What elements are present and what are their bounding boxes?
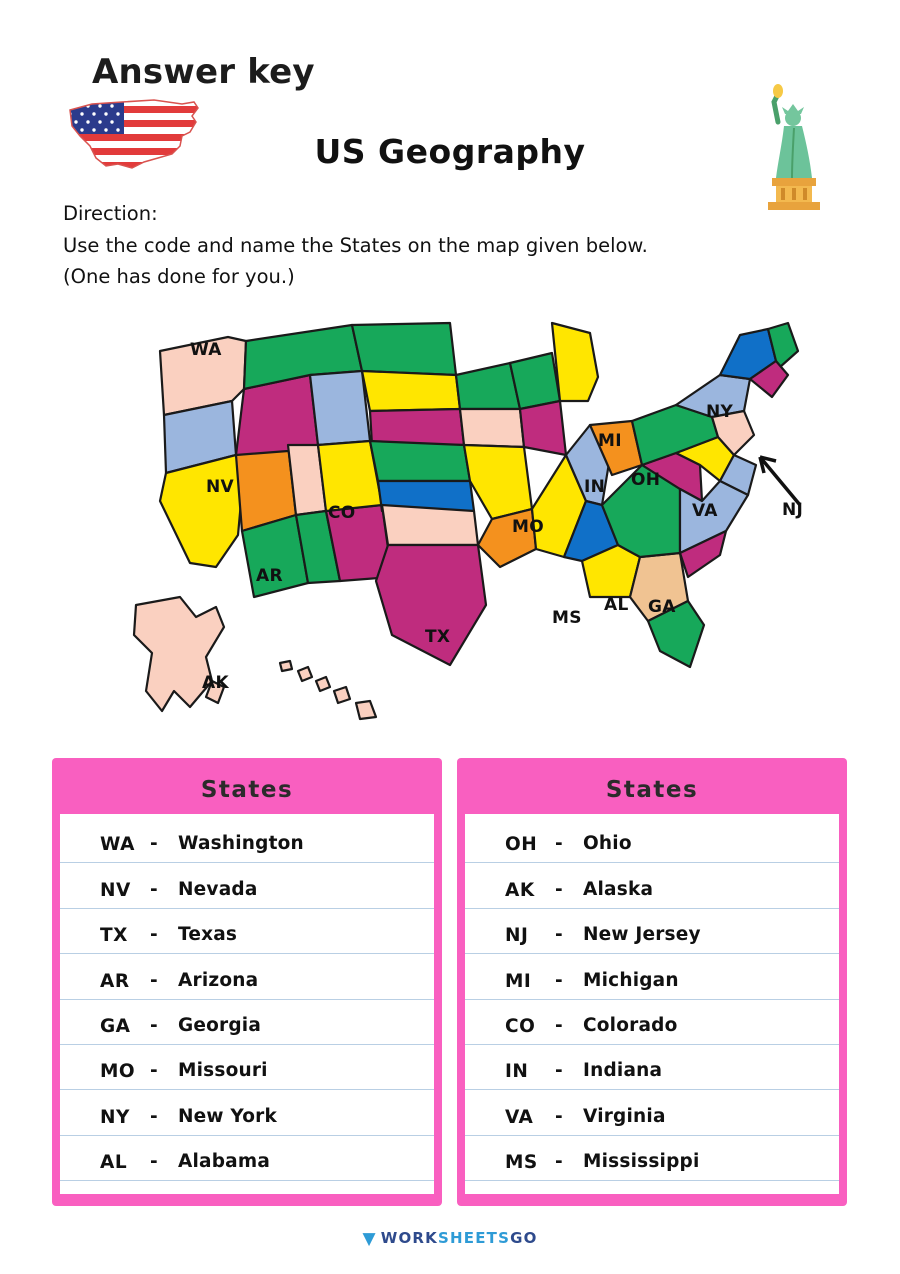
map-label-nj: NJ	[782, 500, 804, 520]
state-name: Virginia	[583, 1105, 666, 1127]
list-item	[60, 1090, 434, 1135]
us-map	[120, 305, 860, 755]
map-label-nv: NV	[206, 477, 234, 497]
state-name: Georgia	[178, 1014, 262, 1036]
statue-of-liberty-icon	[738, 82, 848, 217]
state-name: New Jersey	[583, 924, 701, 946]
state-abbr: NY	[100, 1106, 130, 1128]
state-abbr: VA	[505, 1106, 534, 1128]
state-ok	[382, 505, 478, 545]
direction-line-1: Use the code and name the States on the map given below.	[63, 233, 648, 257]
state-ia	[460, 409, 524, 447]
state-sd	[370, 409, 464, 445]
state-abbr: NJ	[505, 925, 529, 947]
worksheetsgo-logo-icon: ▼	[362, 1229, 377, 1249]
list-item	[60, 954, 434, 999]
map-label-ms: MS	[552, 608, 582, 628]
footer-text-sheets: SHEETS	[438, 1229, 511, 1247]
state-name: Mississippi	[583, 1151, 700, 1173]
worksheet-title: US Geography	[314, 132, 586, 171]
list-item-empty	[60, 1181, 434, 1194]
state-abbr: WA	[100, 834, 135, 856]
dash: -	[150, 1060, 158, 1082]
map-label-wa: WA	[190, 340, 222, 360]
answer-box-left-title: States	[200, 777, 294, 803]
state-abbr: CO	[505, 1015, 536, 1037]
map-label-ak: AK	[202, 673, 229, 693]
list-item-empty	[465, 1181, 839, 1194]
list-item	[465, 954, 839, 999]
state-ne	[370, 441, 470, 481]
answer-box-right-list	[465, 814, 839, 1194]
state-name: Missouri	[178, 1060, 268, 1082]
state-abbr: IN	[505, 1061, 529, 1083]
map-label-al: AL	[604, 595, 629, 615]
list-item	[465, 1000, 839, 1045]
list-item	[465, 1136, 839, 1181]
list-item	[60, 818, 434, 863]
dash: -	[150, 1151, 158, 1173]
list-item	[465, 1090, 839, 1135]
list-item	[465, 909, 839, 954]
map-label-mi: MI	[598, 431, 622, 451]
state-name: Arizona	[178, 969, 259, 991]
dash: -	[555, 1014, 563, 1036]
map-label-ga: GA	[648, 597, 676, 617]
state-mi	[552, 323, 598, 401]
map-label-ar: AR	[256, 566, 283, 586]
state-wi	[510, 353, 560, 409]
state-name: New York	[178, 1105, 277, 1127]
answer-box-left	[52, 758, 442, 1206]
map-label-va: VA	[692, 501, 718, 521]
direction-line-2: (One has done for you.)	[63, 265, 295, 289]
state-wy	[310, 371, 370, 445]
footer-text-work: WORK	[380, 1229, 438, 1247]
state-abbr: MO	[100, 1061, 136, 1083]
state-name: Alaska	[583, 878, 654, 900]
map-label-mo: MO	[512, 517, 544, 537]
dash: -	[555, 1151, 563, 1173]
list-item	[465, 863, 839, 908]
state-name: Colorado	[583, 1014, 678, 1036]
state-name: Ohio	[583, 833, 632, 855]
map-label-co: CO	[328, 503, 356, 523]
dash: -	[150, 924, 158, 946]
dash: -	[555, 1105, 563, 1127]
state-abbr: OH	[505, 834, 538, 856]
list-item	[465, 1045, 839, 1090]
answer-box-right-title: States	[605, 777, 699, 803]
state-tx	[376, 545, 486, 665]
answer-box-left-list	[60, 814, 434, 1194]
state-nd	[362, 371, 460, 411]
state-abbr: TX	[100, 925, 128, 947]
dash: -	[150, 833, 158, 855]
state-abbr: NV	[100, 879, 131, 901]
direction-block	[63, 198, 648, 293]
list-item	[60, 1045, 434, 1090]
state-name: Texas	[178, 924, 238, 946]
state-name: Indiana	[583, 1060, 663, 1082]
answer-box-right	[457, 758, 847, 1206]
map-label-oh: OH	[631, 470, 661, 490]
nj-arrow-icon	[760, 457, 800, 505]
list-item	[60, 863, 434, 908]
map-label-in: IN	[584, 477, 606, 497]
map-label-tx: TX	[425, 627, 451, 647]
list-item	[60, 909, 434, 954]
state-abbr: MS	[505, 1152, 538, 1174]
state-abbr: MI	[505, 970, 532, 992]
state-name: Michigan	[583, 969, 679, 991]
list-item	[60, 1000, 434, 1045]
state-ca	[160, 455, 242, 567]
dash: -	[150, 1105, 158, 1127]
footer-branding	[0, 1228, 900, 1248]
dash: -	[555, 924, 563, 946]
dash: -	[555, 1060, 563, 1082]
list-item	[60, 1136, 434, 1181]
page-title: Answer key	[92, 52, 315, 92]
state-name: Nevada	[178, 878, 258, 900]
state-abbr: AK	[505, 879, 535, 901]
dash: -	[555, 833, 563, 855]
state-il	[520, 401, 566, 455]
state-abbr: AR	[100, 970, 130, 992]
dash: -	[555, 969, 563, 991]
dash: -	[150, 969, 158, 991]
state-abbr: GA	[100, 1015, 131, 1037]
dash: -	[150, 1014, 158, 1036]
direction-label: Direction:	[63, 202, 158, 225]
list-item	[465, 818, 839, 863]
footer-text-go: GO	[510, 1229, 538, 1247]
dash: -	[150, 878, 158, 900]
state-name: Washington	[178, 833, 304, 855]
map-label-ny: NY	[706, 402, 734, 422]
dash: -	[555, 878, 563, 900]
state-abbr: AL	[100, 1152, 128, 1174]
state-mt-e	[352, 323, 456, 375]
state-name: Alabama	[178, 1151, 271, 1173]
